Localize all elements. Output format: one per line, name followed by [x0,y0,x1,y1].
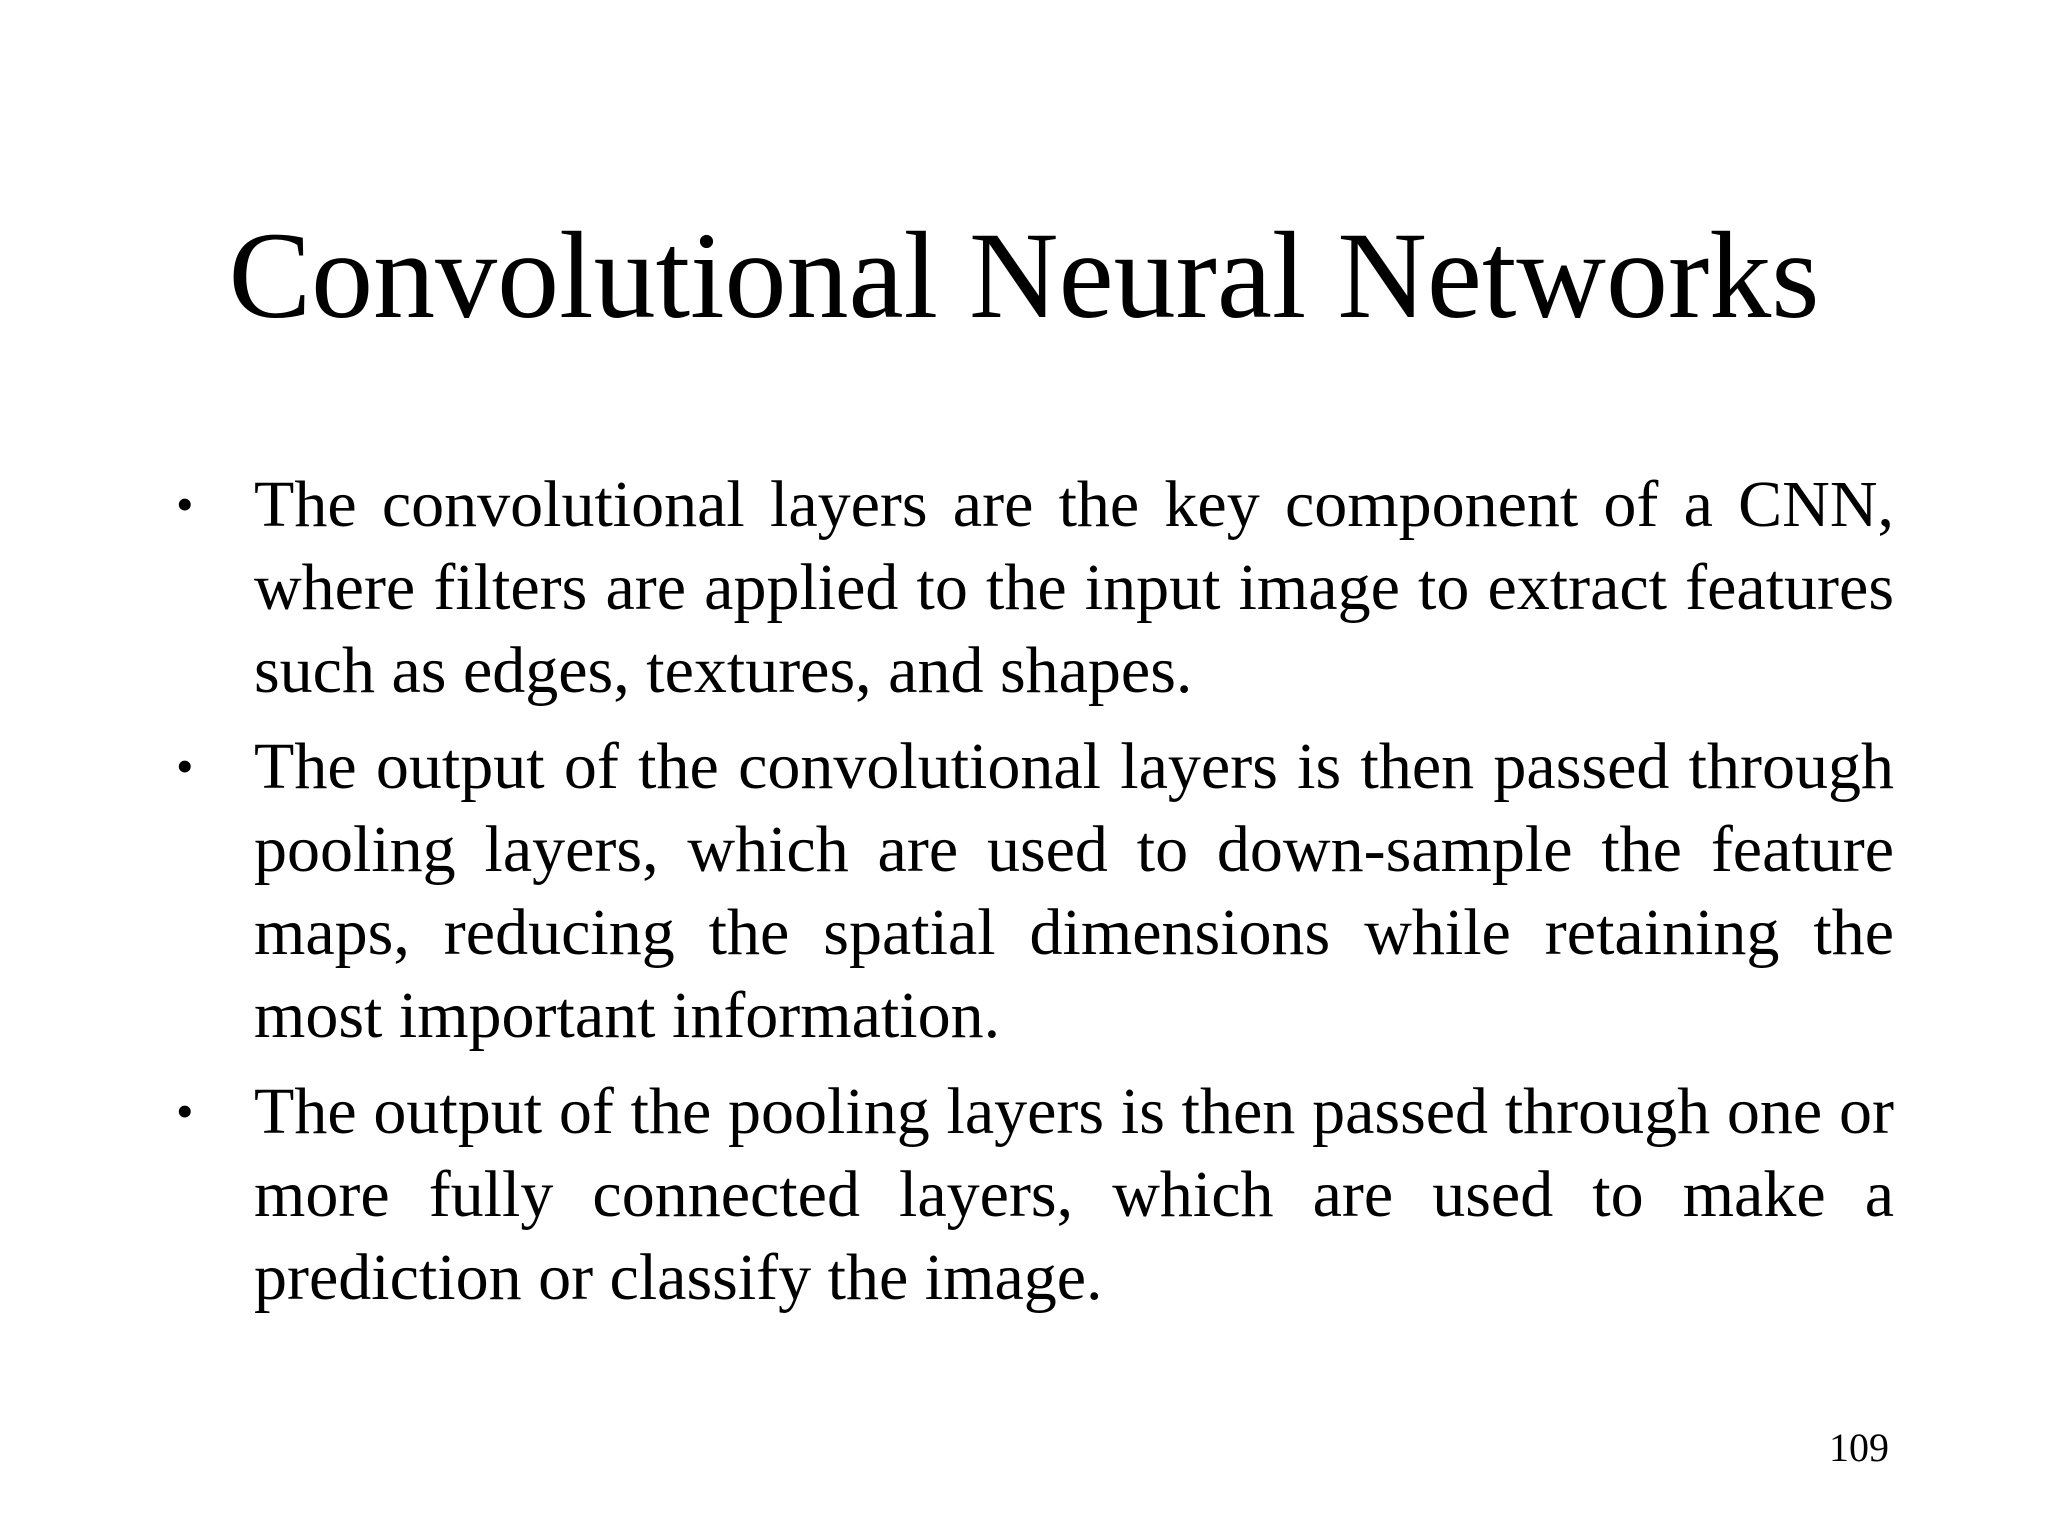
slide-title: Convolutional Neural Networks [228,207,1820,344]
bullet-item [176,1070,1894,1319]
bullet-marker: • [176,476,194,532]
bullet-text: The output of the convolutional layers is then passed through pooling layers, which are used to down-sample the feature maps, reducing the spatial dimensions while retaining the most important information. [254,730,1894,1052]
bullet-marker: • [176,738,194,794]
bullet-text: The output of the pooling layers is then passed through one or more fully connected layers, which are used to make a prediction or classify the image. [254,1075,1894,1314]
bullet-text: The convolutional layers are the key component of a CNN, where filters are applied to the input image to extract features such as edges, textures, and shapes. [254,468,1894,707]
bullet-marker: • [176,1083,194,1139]
bullet-list [176,463,1894,1319]
bullet-item [176,463,1894,712]
bullet-item [176,725,1894,1057]
page-number: 109 [1829,1425,1889,1470]
